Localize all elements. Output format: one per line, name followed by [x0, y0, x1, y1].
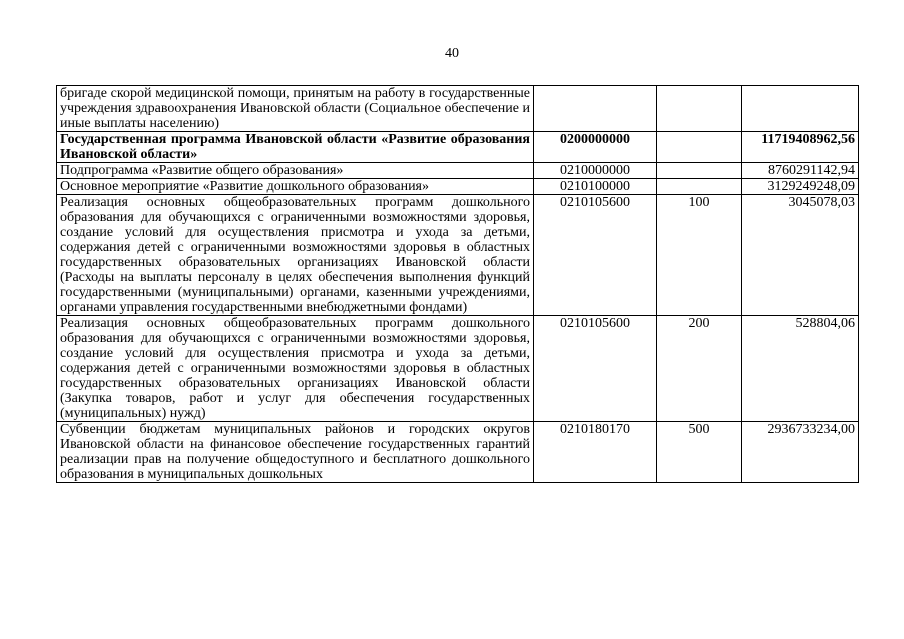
table-row [57, 179, 859, 195]
row-code: 0200000000 [534, 132, 657, 163]
row-expense-type [657, 132, 742, 163]
table-row [57, 316, 859, 422]
row-amount: 528804,06 [742, 316, 859, 422]
row-amount: 3129249248,09 [742, 179, 859, 195]
row-description: Реализация основных общеобразовательных программ дошкольного образования для обучающихся с ограниченными возможностями здоровья, создание условий для осуществления присмотра и ухода за детьми, содержания детей с ограниченными возможностями здоровья в областных государственных образовательных организациях Ивановской области (Закупка товаров, работ и услуг для обеспечения государственных (муниципальных) нужд) [57, 316, 534, 422]
row-expense-type [657, 86, 742, 132]
row-code: 0210105600 [534, 195, 657, 316]
table-row [57, 422, 859, 483]
row-amount: 11719408962,56 [742, 132, 859, 163]
row-amount: 3045078,03 [742, 195, 859, 316]
row-description: Государственная программа Ивановской области «Развитие образования Ивановской области» [57, 132, 534, 163]
row-code: 0210105600 [534, 316, 657, 422]
row-amount: 2936733234,00 [742, 422, 859, 483]
budget-table [56, 85, 859, 483]
row-description: бригаде скорой медицинской помощи, принятым на работу в государственные учреждения здравоохранения Ивановской области (Социальное обеспечение и иные выплаты населению) [57, 86, 534, 132]
row-expense-type [657, 179, 742, 195]
row-code: 0210180170 [534, 422, 657, 483]
table-row [57, 132, 859, 163]
row-description: Подпрограмма «Развитие общего образования» [57, 163, 534, 179]
row-expense-type: 200 [657, 316, 742, 422]
row-description: Реализация основных общеобразовательных программ дошкольного образования для обучающихся с ограниченными возможностями здоровья, создание условий для осуществления присмотра и ухода за детьми, содержания детей с ограниченными возможностями здоровья в областных государственных образовательных организациях Ивановской области (Расходы на выплаты персоналу в целях обеспечения выполнения функций государственными (муниципальными) органами, казенными учреждениями, органами управления государственными внебюджетными фондами) [57, 195, 534, 316]
row-description [57, 422, 534, 483]
row-code: 0210000000 [534, 163, 657, 179]
row-expense-type: 100 [657, 195, 742, 316]
row-expense-type [657, 163, 742, 179]
row-description-text: Субвенции бюджетам муниципальных районов и городских округов Ивановской области на финансовое обеспечение государственных гарантий реализации прав на получение общедоступного и бесплатного дошкольного образования в муниципальных дошкольных [60, 422, 530, 482]
table-row [57, 163, 859, 179]
row-expense-type: 500 [657, 422, 742, 483]
row-code [534, 86, 657, 132]
table-row [57, 86, 859, 132]
row-code: 0210100000 [534, 179, 657, 195]
page-number: 40 [445, 46, 459, 61]
row-description: Основное мероприятие «Развитие дошкольного образования» [57, 179, 534, 195]
row-amount [742, 86, 859, 132]
table-row [57, 195, 859, 316]
row-amount: 8760291142,94 [742, 163, 859, 179]
